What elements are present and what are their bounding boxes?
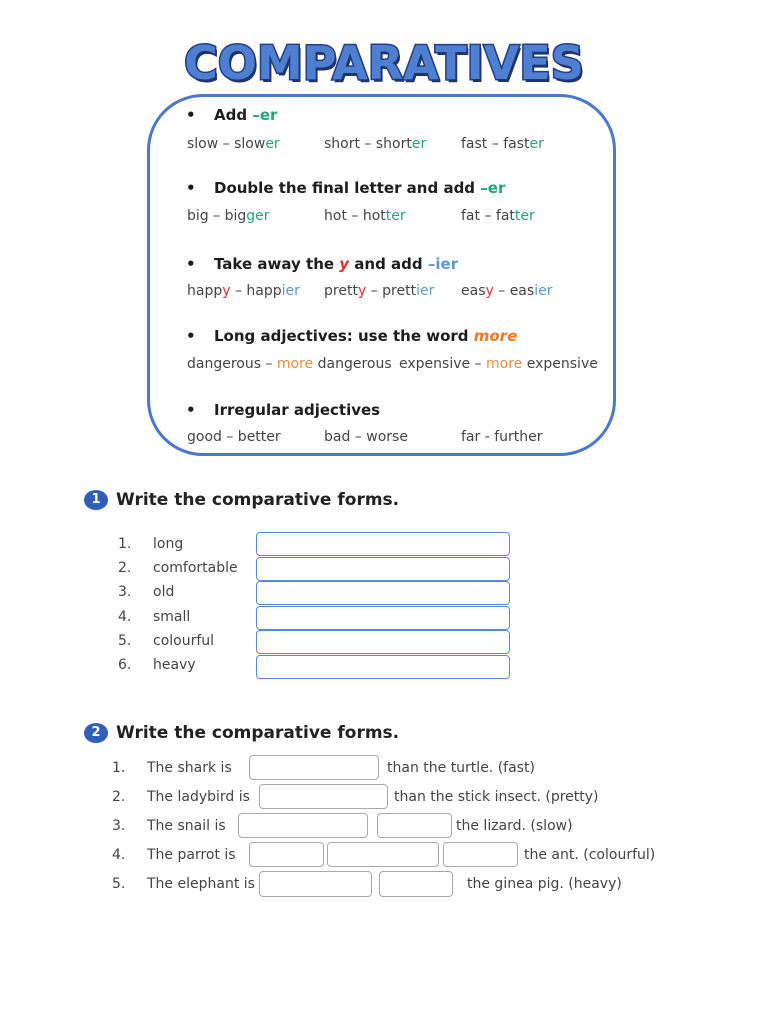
example: good – better xyxy=(187,429,281,445)
blank-input[interactable] xyxy=(443,842,518,867)
example: slow – slower xyxy=(187,136,280,152)
blank-input[interactable] xyxy=(259,784,388,809)
rule-text: Long adjectives: use the word xyxy=(214,327,474,345)
exercise-number-badge: 1 xyxy=(84,490,108,510)
rule-heading-take-away-y xyxy=(186,255,458,273)
rule-word-more: more xyxy=(473,327,518,345)
item-number: 4. xyxy=(112,847,126,863)
example: hot – hotter xyxy=(324,208,406,224)
sentence-start: The shark is xyxy=(147,760,232,776)
item-number: 2. xyxy=(118,560,132,576)
example: bad – worse xyxy=(324,429,408,445)
rule-heading-long-adjectives xyxy=(186,327,517,345)
rule-heading-add-er xyxy=(186,106,277,124)
item-number: 5. xyxy=(118,633,132,649)
item-number: 1. xyxy=(118,536,132,552)
sentence-end: the ant. (colourful) xyxy=(524,847,656,863)
blank-input[interactable] xyxy=(327,842,439,867)
item-number: 1. xyxy=(112,760,126,776)
blank-input[interactable] xyxy=(238,813,368,838)
answer-input-1[interactable] xyxy=(256,532,510,556)
item-number: 5. xyxy=(112,876,126,892)
item-number: 3. xyxy=(112,818,126,834)
exercise-instruction: Write the comparative forms. xyxy=(116,723,400,743)
exercise-instruction: Write the comparative forms. xyxy=(116,490,400,510)
sentence-start: The parrot is xyxy=(147,847,236,863)
rule-suffix: –ier xyxy=(427,255,459,273)
rule-suffix: –er xyxy=(480,179,506,197)
example: dangerous – more dangerous xyxy=(187,356,392,372)
rule-text: Add xyxy=(214,106,253,124)
rule-letter-y: y xyxy=(339,255,350,273)
answer-input-5[interactable] xyxy=(256,630,510,654)
blank-input[interactable] xyxy=(379,871,453,897)
bullet: • xyxy=(186,327,196,345)
example: short – shorter xyxy=(324,136,427,152)
item-number: 6. xyxy=(118,657,132,673)
sentence-start: The snail is xyxy=(147,818,226,834)
item-number: 4. xyxy=(118,609,132,625)
page-title: COMPARATIVES xyxy=(184,36,584,90)
exercise-2-heading xyxy=(84,723,399,743)
example: far - further xyxy=(461,429,543,445)
exercise-1-heading xyxy=(84,490,399,510)
example: fast – faster xyxy=(461,136,544,152)
rule-text: Take away the xyxy=(214,255,340,273)
answer-input-6[interactable] xyxy=(256,655,510,679)
item-word: colourful xyxy=(153,633,215,649)
bullet: • xyxy=(186,106,196,124)
example: easy – easier xyxy=(461,283,553,299)
rule-text: and add xyxy=(349,255,428,273)
bullet: • xyxy=(186,179,196,197)
item-number: 2. xyxy=(112,789,126,805)
sentence-start: The elephant is xyxy=(147,876,255,892)
example: happy – happier xyxy=(187,283,300,299)
blank-input[interactable] xyxy=(249,755,379,780)
example: expensive – more expensive xyxy=(399,356,598,372)
example: fat – fatter xyxy=(461,208,535,224)
example: pretty – prettier xyxy=(324,283,435,299)
bullet: • xyxy=(186,401,196,419)
item-word: small xyxy=(153,609,191,625)
bullet: • xyxy=(186,255,196,273)
blank-input[interactable] xyxy=(259,871,372,897)
sentence-end: than the turtle. (fast) xyxy=(387,760,535,776)
sentence-start: The ladybird is xyxy=(147,789,250,805)
example: big – bigger xyxy=(187,208,270,224)
rule-text: Irregular adjectives xyxy=(214,401,381,419)
sentence-end: the lizard. (slow) xyxy=(456,818,573,834)
rule-heading-double-letter xyxy=(186,179,505,197)
sentence-end: than the stick insect. (pretty) xyxy=(394,789,599,805)
item-number: 3. xyxy=(118,584,132,600)
item-word: comfortable xyxy=(153,560,238,576)
item-word: long xyxy=(153,536,184,552)
item-word: heavy xyxy=(153,657,196,673)
rule-suffix: –er xyxy=(252,106,278,124)
answer-input-4[interactable] xyxy=(256,606,510,630)
item-word: old xyxy=(153,584,175,600)
rule-text: Double the final letter and add xyxy=(214,179,481,197)
answer-input-2[interactable] xyxy=(256,557,510,581)
answer-input-3[interactable] xyxy=(256,581,510,605)
exercise-number-badge: 2 xyxy=(84,723,108,743)
blank-input[interactable] xyxy=(249,842,324,867)
sentence-end: the ginea pig. (heavy) xyxy=(467,876,622,892)
blank-input[interactable] xyxy=(377,813,452,838)
rule-heading-irregular xyxy=(186,401,380,419)
